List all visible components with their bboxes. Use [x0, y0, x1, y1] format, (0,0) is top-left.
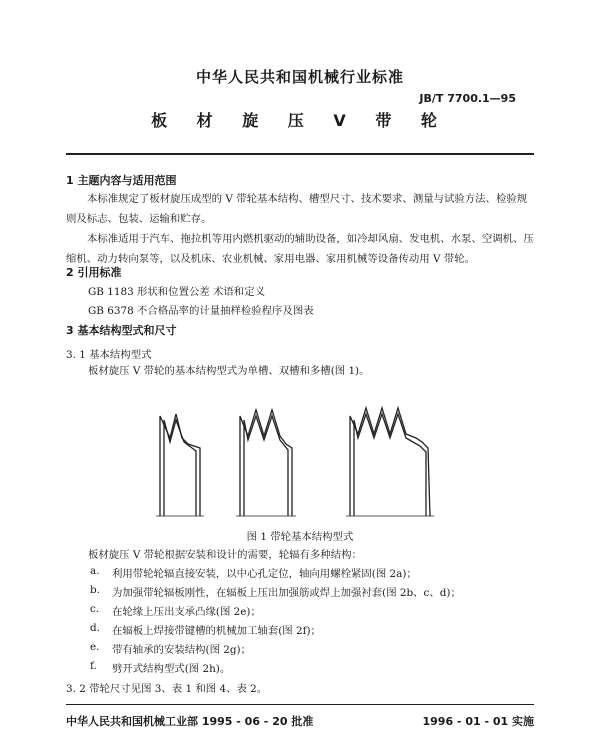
section-3-1-paragraph: 板材旋压 V 带轮的基本结构型式为单槽、双槽和多槽(图 1)。	[88, 365, 370, 377]
footer-divider	[66, 704, 534, 705]
list-item-c-mark: c.	[90, 603, 100, 615]
header-divider	[66, 153, 534, 155]
list-item-f-mark: f.	[90, 660, 97, 672]
section-1-paragraph-2: 本标准适用于汽车、拖拉机等用内燃机驱动的辅助设备，如冷却风扇、发电机、水泵、空调机、压缩机、动力转向泵等，以及机床、农业机械、家用电器、家用机械等设备传动用 V 带轮。	[66, 233, 534, 265]
list-item-b-mark: b.	[90, 584, 100, 596]
approval-line: 中华人民共和国机械工业部 1995 - 06 - 20 批准	[66, 715, 314, 728]
list-item-f: 劈开式结构型式(图 2h)。	[112, 663, 231, 675]
reference-gb1183: GB 1183 形状和位置公差 术语和定义	[88, 286, 265, 298]
implementation-date: 1996 - 01 - 01 实施	[422, 715, 534, 728]
structure-intro: 板材旋压 V 带轮根据安装和设计的需要，轮辐有多种结构：	[88, 549, 362, 561]
section-3-heading: 3 基本结构型式和尺寸	[66, 324, 177, 337]
reference-gb6378: GB 6378 不合格品率的计量抽样检验程序及图表	[88, 305, 314, 317]
figure-1-pulley-drawings	[140, 398, 450, 520]
standard-number: JB/T 7700.1—95	[419, 92, 516, 105]
double-groove-pulley-drawing	[236, 410, 296, 516]
single-groove-pulley-drawing	[156, 414, 204, 516]
list-item-a: 利用带轮轮辐直接安装，以中心孔定位，轴向用螺栓紧固(图 2a)；	[112, 568, 417, 580]
list-item-a-mark: a.	[90, 565, 100, 577]
figure-1-caption: 图 1 带轮基本结构型式	[246, 531, 354, 543]
list-item-d: 在辐板上焊接带键槽的机械加工轴套(图 2f)；	[112, 625, 321, 637]
list-item-c: 在轮缘上压出支承凸缘(图 2e)；	[112, 606, 261, 618]
list-item-d-mark: d.	[90, 622, 100, 634]
section-2-heading: 2 引用标准	[66, 266, 122, 279]
multi-groove-pulley-drawing	[346, 408, 434, 516]
list-item-b: 为加强带轮辐板刚性，在辐板上压出加强筋或焊上加强衬套(图 2b、c、d)；	[112, 587, 461, 599]
org-standard-heading: 中华人民共和国机械行业标准	[195, 68, 404, 86]
section-3-2: 3. 2 带轮尺寸见图 3、表 1 和图 4、表 2。	[66, 683, 268, 695]
section-1-heading: 1 主题内容与适用范围	[66, 174, 177, 187]
section-1-paragraph-1: 本标准规定了板材旋压成型的 V 带轮基本结构、槽型尺寸、技术要求、测量与试验方法、检验规则及标志、包装、运输和贮存。	[66, 193, 528, 225]
list-item-e: 带有轴承的安装结构(图 2g)；	[112, 644, 251, 656]
list-item-e-mark: e.	[90, 641, 100, 653]
document-title: 板 材 旋 压 V 带 轮	[151, 111, 449, 130]
section-3-1-heading: 3. 1 基本结构型式	[66, 349, 152, 361]
